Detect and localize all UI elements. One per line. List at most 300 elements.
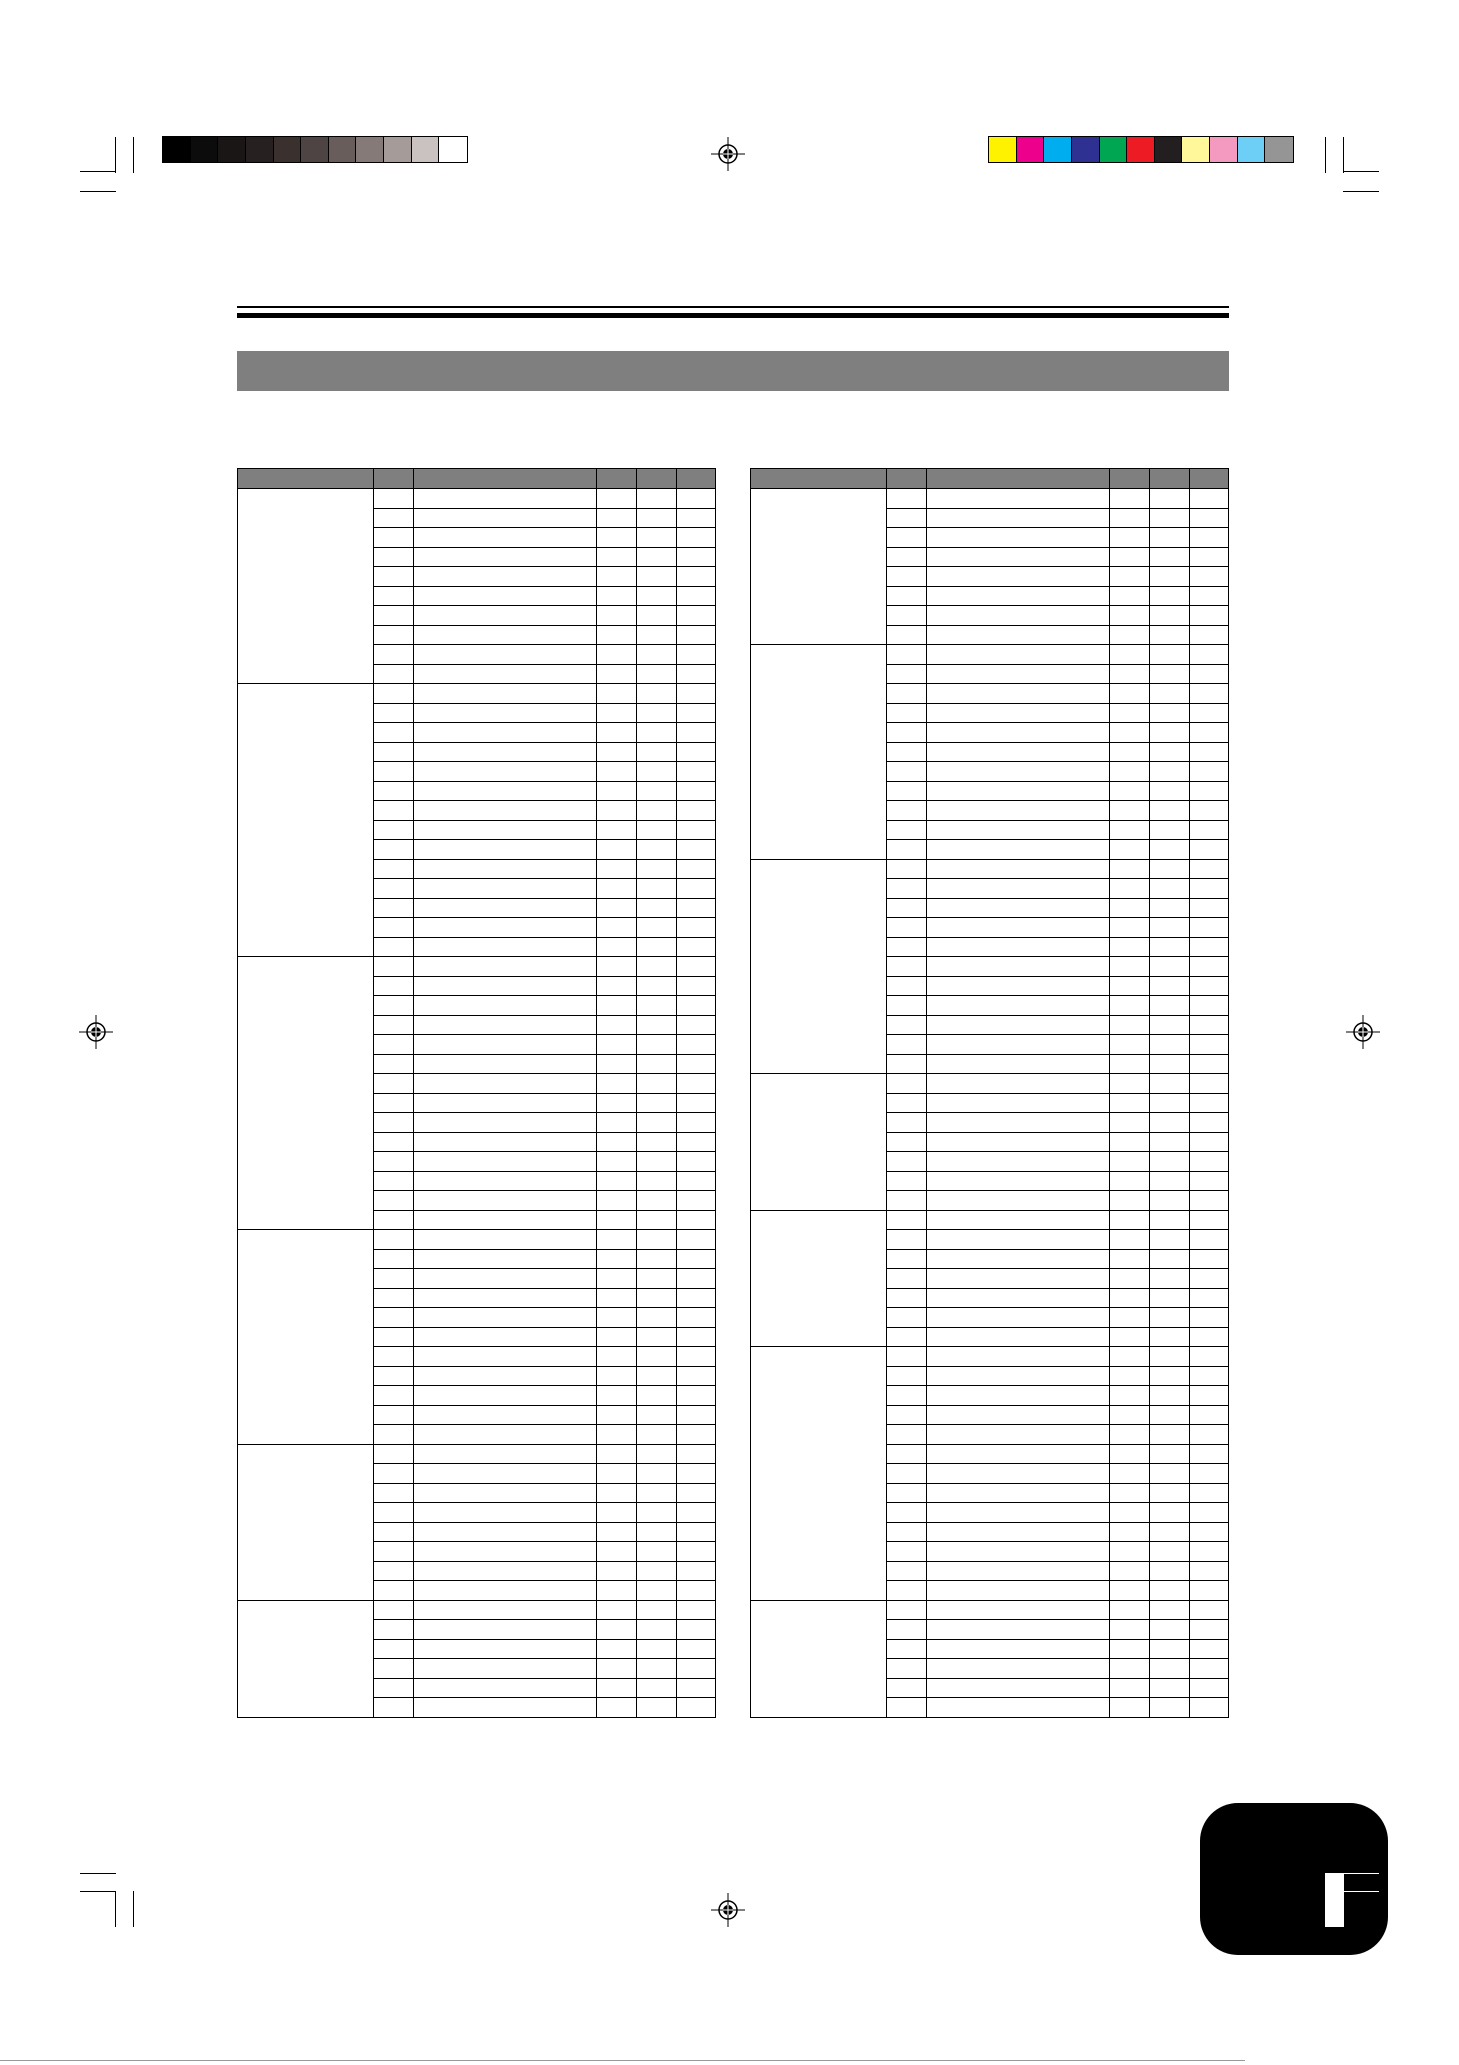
- table-row: [238, 684, 716, 704]
- table-cell: [637, 1366, 677, 1386]
- table-cell: [887, 586, 927, 606]
- table-cell: [927, 840, 1110, 860]
- table-cell: [374, 664, 414, 684]
- table-cell: [1110, 742, 1150, 762]
- table-cell: [927, 1191, 1110, 1211]
- table-cell: [597, 1327, 637, 1347]
- table-cell: [1110, 1425, 1150, 1445]
- crop-mark: [1325, 137, 1326, 173]
- grayscale-bar: [162, 136, 468, 163]
- table-cell: [1110, 625, 1150, 645]
- table-cell: [597, 859, 637, 879]
- table-cell: [414, 1659, 597, 1679]
- table-cell: [927, 1035, 1110, 1055]
- table-cell: [637, 976, 677, 996]
- table-cell: [677, 1405, 716, 1425]
- table-cell: [1150, 1308, 1190, 1328]
- column-header: [238, 469, 374, 489]
- table-cell: [414, 781, 597, 801]
- table-cell: [414, 1366, 597, 1386]
- section-title-band: [237, 351, 1229, 391]
- table-cell: [597, 1620, 637, 1640]
- table-cell: [1150, 1015, 1190, 1035]
- table-cell: [597, 879, 637, 899]
- table-cell: [677, 781, 716, 801]
- table-cell: [414, 1249, 597, 1269]
- table-cell: [374, 1347, 414, 1367]
- table-cell: [1110, 1503, 1150, 1523]
- table-cell: [887, 762, 927, 782]
- table-cell: [597, 1561, 637, 1581]
- registration-mark-icon: [711, 1893, 745, 1927]
- table-cell: [597, 1503, 637, 1523]
- table-cell: [637, 664, 677, 684]
- table-cell: [887, 742, 927, 762]
- table-cell: [677, 762, 716, 782]
- color-swatch: [1210, 137, 1238, 162]
- table-cell: [1190, 684, 1229, 704]
- table-cell: [1110, 1132, 1150, 1152]
- table-row: [238, 1600, 716, 1620]
- table-cell: [1110, 879, 1150, 899]
- table-cell: [887, 664, 927, 684]
- table-cell: [637, 1698, 677, 1718]
- table-cell: [597, 1113, 637, 1133]
- table-cell: [1110, 1054, 1150, 1074]
- table-cell: [597, 820, 637, 840]
- table-cell: [374, 645, 414, 665]
- table-cell: [414, 1405, 597, 1425]
- table-cell: [927, 1171, 1110, 1191]
- table-cell: [1150, 645, 1190, 665]
- table-cell: [1190, 1522, 1229, 1542]
- table-cell: [887, 1678, 927, 1698]
- table-cell: [414, 1522, 597, 1542]
- table-cell: [414, 1425, 597, 1445]
- table-cell: [374, 586, 414, 606]
- table-cell: [1190, 508, 1229, 528]
- table-cell: [1190, 1659, 1229, 1679]
- table-cell: [887, 1600, 927, 1620]
- table-cell: [414, 879, 597, 899]
- table-cell: [637, 606, 677, 626]
- table-cell: [677, 625, 716, 645]
- table-cell: [677, 1210, 716, 1230]
- table-cell: [677, 1522, 716, 1542]
- table-cell: [1110, 1171, 1150, 1191]
- table-cell: [1190, 1288, 1229, 1308]
- column-header: [597, 469, 637, 489]
- color-swatch: [1155, 137, 1183, 162]
- table-cell: [1110, 606, 1150, 626]
- table-cell: [887, 1132, 927, 1152]
- table-cell: [887, 606, 927, 626]
- table-cell: [927, 1347, 1110, 1367]
- table-cell: [927, 703, 1110, 723]
- table-cell: [1150, 703, 1190, 723]
- color-swatch: [218, 137, 246, 162]
- table-cell: [597, 801, 637, 821]
- table-cell: [1190, 547, 1229, 567]
- color-swatch: [1127, 137, 1155, 162]
- table-cell: [1150, 1113, 1190, 1133]
- table-cell: [1110, 567, 1150, 587]
- table-cell: [374, 1074, 414, 1094]
- table-cell: [597, 1659, 637, 1679]
- table-cell: [1190, 937, 1229, 957]
- table-cell: [597, 1230, 637, 1250]
- table-cell: [637, 489, 677, 509]
- table-cell: [677, 1288, 716, 1308]
- table-cell: [927, 1249, 1110, 1269]
- table-cell: [1150, 1386, 1190, 1406]
- table-cell: [927, 1269, 1110, 1289]
- table-cell: [374, 840, 414, 860]
- table-cell: [927, 1464, 1110, 1484]
- table-cell: [374, 996, 414, 1016]
- table-cell: [1150, 1503, 1190, 1523]
- table-cell: [1110, 1581, 1150, 1601]
- color-swatch: [412, 137, 440, 162]
- table-cell: [374, 606, 414, 626]
- table-cell: [887, 996, 927, 1016]
- table-cell: [1150, 1230, 1190, 1250]
- table-cell: [414, 528, 597, 548]
- table-cell: [1150, 1347, 1190, 1367]
- table-cell: [374, 1132, 414, 1152]
- table-cell: [1110, 489, 1150, 509]
- table-cell: [637, 957, 677, 977]
- table-cell: [1190, 586, 1229, 606]
- table-cell: [1150, 1659, 1190, 1679]
- crop-mark: [1343, 1891, 1379, 1892]
- table-cell: [597, 1347, 637, 1367]
- table-row: [238, 1444, 716, 1464]
- table-cell: [1150, 1444, 1190, 1464]
- table-cell: [1110, 1483, 1150, 1503]
- table-cell: [927, 996, 1110, 1016]
- table-cell: [1190, 1308, 1229, 1328]
- table-cell: [1190, 606, 1229, 626]
- column-header: [887, 469, 927, 489]
- color-swatch: [1265, 137, 1293, 162]
- table-cell: [927, 898, 1110, 918]
- table-cell: [374, 957, 414, 977]
- table-cell: [927, 957, 1110, 977]
- table-cell: [414, 606, 597, 626]
- table-cell: [1150, 1132, 1190, 1152]
- table-cell: [1150, 723, 1190, 743]
- table-cell: [677, 1230, 716, 1250]
- column-header: [414, 469, 597, 489]
- table-cell: [597, 762, 637, 782]
- color-swatch: [329, 137, 357, 162]
- table-cell: [927, 1054, 1110, 1074]
- table-cell: [1110, 1191, 1150, 1211]
- group-cell: [751, 1600, 887, 1717]
- table-cell: [374, 1678, 414, 1698]
- table-cell: [1150, 664, 1190, 684]
- table-cell: [887, 489, 927, 509]
- table-cell: [414, 489, 597, 509]
- table-cell: [677, 1542, 716, 1562]
- table-cell: [637, 1191, 677, 1211]
- table-cell: [677, 859, 716, 879]
- table-cell: [1150, 859, 1190, 879]
- table-cell: [637, 1425, 677, 1445]
- table-cell: [1190, 1074, 1229, 1094]
- table-cell: [887, 1015, 927, 1035]
- table-cell: [1110, 547, 1150, 567]
- table-cell: [927, 1152, 1110, 1172]
- table-cell: [927, 606, 1110, 626]
- table-cell: [637, 1522, 677, 1542]
- table-cell: [1190, 1015, 1229, 1035]
- table-cell: [374, 859, 414, 879]
- table-cell: [887, 918, 927, 938]
- table-cell: [1150, 937, 1190, 957]
- table-cell: [637, 1620, 677, 1640]
- table-cell: [597, 664, 637, 684]
- table-cell: [677, 879, 716, 899]
- table-cell: [677, 1503, 716, 1523]
- table-cell: [414, 1620, 597, 1640]
- table-cell: [374, 1366, 414, 1386]
- table-cell: [927, 1444, 1110, 1464]
- table-cell: [927, 664, 1110, 684]
- table-cell: [597, 1249, 637, 1269]
- color-swatch: [989, 137, 1017, 162]
- table-cell: [637, 1308, 677, 1328]
- group-cell: [751, 1347, 887, 1601]
- table-cell: [927, 918, 1110, 938]
- table-cell: [1190, 664, 1229, 684]
- color-swatch: [1044, 137, 1072, 162]
- table-cell: [374, 1639, 414, 1659]
- table-cell: [374, 528, 414, 548]
- table-cell: [677, 1659, 716, 1679]
- table-cell: [1150, 1464, 1190, 1484]
- table-cell: [927, 879, 1110, 899]
- table-cell: [414, 742, 597, 762]
- table-cell: [637, 645, 677, 665]
- table-cell: [887, 957, 927, 977]
- color-swatch: [1100, 137, 1128, 162]
- crop-mark: [115, 137, 116, 173]
- column-header: [637, 469, 677, 489]
- table-cell: [927, 1308, 1110, 1328]
- table-cell: [637, 547, 677, 567]
- table-cell: [1150, 1425, 1190, 1445]
- table-cell: [414, 1444, 597, 1464]
- table-cell: [414, 1132, 597, 1152]
- table-cell: [927, 801, 1110, 821]
- table-cell: [414, 684, 597, 704]
- table-cell: [414, 957, 597, 977]
- table-cell: [597, 1542, 637, 1562]
- table-cell: [1110, 586, 1150, 606]
- table-cell: [927, 489, 1110, 509]
- table-cell: [927, 742, 1110, 762]
- table-row: [238, 957, 716, 977]
- table-cell: [677, 1152, 716, 1172]
- table-cell: [927, 547, 1110, 567]
- table-cell: [887, 1522, 927, 1542]
- table-cell: [414, 567, 597, 587]
- table-cell: [1190, 1483, 1229, 1503]
- crop-mark: [80, 1873, 116, 1874]
- table-cell: [1110, 1288, 1150, 1308]
- table-cell: [1110, 957, 1150, 977]
- table-cell: [677, 1132, 716, 1152]
- table-cell: [927, 528, 1110, 548]
- table-cell: [887, 684, 927, 704]
- table-cell: [414, 1054, 597, 1074]
- table-cell: [637, 586, 677, 606]
- table-cell: [374, 1015, 414, 1035]
- table-cell: [927, 1093, 1110, 1113]
- table-cell: [374, 1444, 414, 1464]
- table-cell: [887, 898, 927, 918]
- table-cell: [1150, 1171, 1190, 1191]
- group-cell: [751, 1210, 887, 1347]
- table-cell: [1190, 820, 1229, 840]
- table-row: [751, 1347, 1229, 1367]
- table-cell: [1190, 528, 1229, 548]
- table-cell: [887, 1093, 927, 1113]
- table-cell: [597, 1074, 637, 1094]
- table-cell: [637, 1327, 677, 1347]
- table-cell: [1110, 1386, 1150, 1406]
- table-cell: [637, 1464, 677, 1484]
- table-cell: [637, 1249, 677, 1269]
- table-cell: [637, 1074, 677, 1094]
- table-cell: [414, 1483, 597, 1503]
- table-cell: [1110, 1152, 1150, 1172]
- table-cell: [677, 1561, 716, 1581]
- table-cell: [887, 645, 927, 665]
- table-cell: [374, 723, 414, 743]
- table-cell: [597, 742, 637, 762]
- group-cell: [751, 489, 887, 645]
- table-cell: [927, 586, 1110, 606]
- table-cell: [637, 1132, 677, 1152]
- table-cell: [1110, 762, 1150, 782]
- table-cell: [414, 840, 597, 860]
- table-cell: [414, 1015, 597, 1035]
- table-cell: [677, 1308, 716, 1328]
- table-cell: [374, 742, 414, 762]
- table-cell: [927, 976, 1110, 996]
- table-cell: [414, 1639, 597, 1659]
- table-cell: [414, 1347, 597, 1367]
- table-cell: [887, 1347, 927, 1367]
- group-cell: [238, 684, 374, 957]
- table-cell: [1110, 859, 1150, 879]
- table-cell: [1110, 1444, 1150, 1464]
- table-cell: [677, 937, 716, 957]
- table-cell: [1190, 1171, 1229, 1191]
- table-cell: [1110, 1639, 1150, 1659]
- table-cell: [597, 937, 637, 957]
- table-cell: [887, 1698, 927, 1718]
- table-cell: [677, 1366, 716, 1386]
- table-cell: [414, 996, 597, 1016]
- table-cell: [927, 781, 1110, 801]
- table-cell: [374, 625, 414, 645]
- table-cell: [414, 898, 597, 918]
- table-cell: [597, 1483, 637, 1503]
- table-cell: [1150, 996, 1190, 1016]
- table-cell: [374, 1327, 414, 1347]
- column-header: [1110, 469, 1150, 489]
- table-cell: [677, 801, 716, 821]
- table-cell: [374, 684, 414, 704]
- table-cell: [1150, 586, 1190, 606]
- table-cell: [887, 1210, 927, 1230]
- table-cell: [414, 1503, 597, 1523]
- group-cell: [238, 1600, 374, 1717]
- column-header: [1190, 469, 1229, 489]
- table-cell: [597, 1405, 637, 1425]
- table-row: [751, 1210, 1229, 1230]
- table-cell: [887, 1425, 927, 1445]
- table-cell: [597, 918, 637, 938]
- column-header: [751, 469, 887, 489]
- table-cell: [887, 1464, 927, 1484]
- column-header: [927, 469, 1110, 489]
- table-cell: [374, 1210, 414, 1230]
- table-cell: [1150, 684, 1190, 704]
- table-cell: [927, 1015, 1110, 1035]
- table-cell: [637, 801, 677, 821]
- table-cell: [1110, 1015, 1150, 1035]
- table-cell: [1150, 528, 1190, 548]
- table-cell: [887, 1366, 927, 1386]
- table-cell: [637, 879, 677, 899]
- table-cell: [637, 528, 677, 548]
- table-cell: [927, 1581, 1110, 1601]
- table-cell: [374, 1600, 414, 1620]
- table-cell: [927, 1659, 1110, 1679]
- table-cell: [597, 703, 637, 723]
- crop-mark: [1325, 1891, 1326, 1927]
- table-cell: [927, 762, 1110, 782]
- table-cell: [414, 1678, 597, 1698]
- table-cell: [927, 1132, 1110, 1152]
- table-cell: [1150, 840, 1190, 860]
- table-cell: [414, 547, 597, 567]
- table-cell: [1190, 1093, 1229, 1113]
- table-cell: [597, 1152, 637, 1172]
- table-cell: [677, 1444, 716, 1464]
- table-cell: [597, 1191, 637, 1211]
- table-cell: [1150, 1074, 1190, 1094]
- table-cell: [1110, 937, 1150, 957]
- table-cell: [1150, 1191, 1190, 1211]
- table-cell: [597, 1269, 637, 1289]
- table-cell: [414, 1269, 597, 1289]
- table-cell: [597, 625, 637, 645]
- table-cell: [414, 1386, 597, 1406]
- table-cell: [887, 1327, 927, 1347]
- table-cell: [414, 937, 597, 957]
- registration-mark-icon: [79, 1015, 113, 1049]
- table-cell: [1150, 1698, 1190, 1718]
- table-cell: [414, 586, 597, 606]
- table-cell: [887, 1542, 927, 1562]
- table-cell: [1110, 684, 1150, 704]
